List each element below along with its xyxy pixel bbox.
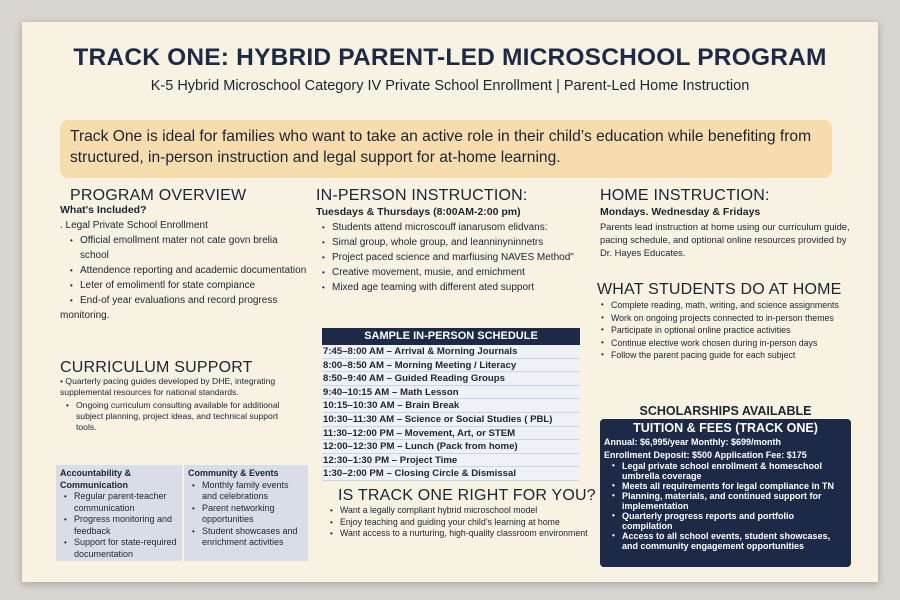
list-item: • End-of year evaluations and record progress: [66, 293, 308, 308]
list-item: • Work on ongoing projects connected to in-person themes: [597, 312, 855, 324]
list-item: • Ongoing curriculum consulting available for additional subject planning, project ideas, and technical support tools.: [62, 400, 300, 434]
at-home-heading: WHAT STUDENTS DO AT HOME: [597, 281, 842, 298]
list-item: • Simal group, whole group, and leanninyninnetrs: [318, 235, 582, 250]
list-item: • Regular parent-teacher communication: [60, 491, 178, 514]
schedule-row: 8:00–8:50 AM – Morning Meeting / Literacy: [322, 359, 580, 373]
flyer: [22, 22, 878, 582]
list-item: • Want a legally compliant hybrid microschool model: [326, 505, 598, 517]
schedule-row: 12:30–1:30 PM – Project Time: [322, 454, 580, 468]
overview-tail: monitoring.: [60, 310, 110, 321]
list-item: • Legal private school enrollment & homeschool umbrella coverage: [608, 461, 847, 481]
list-item: • Enjoy teaching and guiding your child’s learning at home: [326, 517, 598, 529]
list-item: • Continue elective work chosen during in-person days: [597, 337, 855, 349]
community-box: [184, 465, 308, 561]
list-item: • Mixed age teaming with different ated support: [318, 280, 582, 295]
whats-included-heading: What's Included?: [60, 204, 147, 216]
program-overview-section: [60, 188, 308, 323]
schedule-row: 1:30–2:00 PM – Closing Circle & Dismissal: [322, 467, 580, 481]
intro-banner: Track One is ideal for families who want to take an active role in their child’s education while benefiting from structured, in-person instruction and legal support for at-home learning.: [60, 120, 832, 178]
list-item: • Access to all school events, student showcases, and community engagement opportunities: [608, 531, 847, 551]
list-item: • Want access to a nurturing, high-quality classroom environment: [326, 528, 598, 540]
home-instruction-heading: HOME INSTRUCTION:: [600, 187, 770, 204]
schedule-row: 12:00–12:30 PM – Lunch (Pack from home): [322, 440, 580, 454]
list-item: • Monthly family events and celebrations: [188, 480, 304, 503]
page-subtitle: K-5 Hybrid Microschool Category IV Private School Enrollment | Parent-Led Home Instruction: [150, 78, 750, 94]
list-item: • Parent networking opportunities: [188, 503, 304, 526]
list-item: • Students attend microscouff ianarusom elidvans:: [318, 220, 582, 235]
home-instruction-section: [600, 188, 854, 259]
list-item: • Progress monitoring and feedback: [60, 514, 178, 537]
at-home-section: [597, 281, 855, 361]
community-heading: Community & Events: [188, 468, 279, 478]
in-person-section: [316, 188, 582, 295]
tuition-fees: Enrollment Deposit: $500 Application Fee: $175: [604, 450, 807, 460]
list-item: • Support for state-required documentation: [60, 537, 178, 560]
tuition-heading: TUITION & FEES (TRACK ONE): [633, 421, 818, 435]
right-for-you-heading: IS TRACK ONE RIGHT FOR YOU?: [338, 487, 596, 504]
scholarships-banner: SCHOLARSHIPS AVAILABLE: [639, 404, 812, 418]
list-item: • Quarterly progress reports and portfolio compilation: [608, 511, 847, 531]
sample-schedule: [322, 328, 580, 481]
list-item: • Official emollment mater not cate govn brelia school: [66, 233, 308, 263]
list-item: • Leter of emolimentl for state compiance: [66, 278, 308, 293]
list-item: • Follow the parent pacing guide for each subject: [597, 349, 855, 361]
right-for-you-section: [326, 487, 598, 540]
in-person-days: Tuesdays & Thursdays (8:00AM-2:00 pm): [316, 206, 521, 218]
list-item: • Planning, materials, and continued support for implementation: [608, 491, 847, 511]
list-item: • Student showcases and enrichment activities: [188, 526, 304, 549]
schedule-row: 7:45–8:00 AM – Arrival & Morning Journals: [322, 345, 580, 359]
list-item: • Project paced science and marfiusing NAVES Method": [318, 250, 582, 265]
list-item: • Attendence reporting and academic documentation: [66, 263, 308, 278]
list-item: • Participate in optional online practice activities: [597, 324, 855, 336]
list-item: • Meets all requirements for legal compliance in TN: [608, 481, 847, 491]
curriculum-support-heading: CURRICULUM SUPPORT: [60, 359, 253, 376]
curriculum-support-section: [60, 359, 300, 433]
curriculum-lead: • Quarterly pacing guides developed by DHE, integrating supplemental resources for national standards.: [60, 376, 276, 398]
schedule-row: 9:40–10:15 AM – Math Lesson: [322, 386, 580, 400]
tuition-prices: Annual: $6,995/year Monthly: $699/month: [604, 437, 782, 447]
list-item: • Creative movement, musie, and emichment: [318, 265, 582, 280]
schedule-row: 8:50–9:40 AM – Guided Reading Groups: [322, 372, 580, 386]
accountability-heading: Accountability & Communication: [60, 468, 132, 490]
program-overview-heading: PROGRAM OVERVIEW: [70, 187, 247, 204]
schedule-heading: SAMPLE IN-PERSON SCHEDULE: [322, 328, 580, 345]
home-days: Mondays. Wednesday & Fridays: [600, 206, 761, 218]
schedule-row: 11:30–12:00 PM – Movement, Art, or STEM: [322, 427, 580, 441]
schedule-row: 10:30–11:30 AM – Science or Social Studies ( PBL): [322, 413, 580, 427]
home-text: Parents lead instruction at home using our curriculum guide, pacing schedule, and optional online resources provided by Dr. Hayes Educates.: [600, 221, 850, 258]
in-person-heading: IN-PERSON INSTRUCTION:: [316, 187, 528, 204]
accountability-box: [56, 465, 182, 561]
tuition-box: [600, 419, 851, 567]
page-title: TRACK ONE: HYBRID PARENT-LED MICROSCHOOL PROGRAM: [73, 44, 827, 71]
schedule-row: 10:15–10:30 AM – Brain Break: [322, 399, 580, 413]
list-item: • Complete reading, math, writing, and science assignments: [597, 299, 855, 311]
overview-lead: . Legal Private School Enrollment: [60, 220, 208, 231]
